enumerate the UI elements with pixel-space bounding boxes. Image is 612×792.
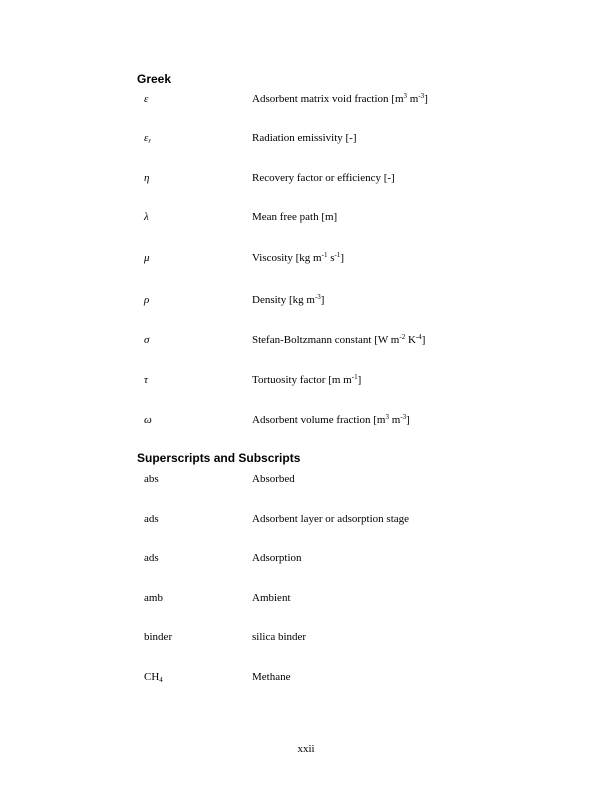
description: Absorbed — [252, 473, 295, 485]
symbol: binder — [144, 631, 173, 643]
symbol: ads — [144, 552, 159, 564]
nomenclature-row — [0, 471, 612, 487]
description: Methane — [252, 671, 291, 683]
nomenclature-row — [0, 332, 612, 348]
symbol: $\varepsilon_r$ — [144, 132, 152, 145]
description: Viscosity [kg $m^{-1}$ $s^{-1}$] — [252, 251, 345, 264]
nomenclature-row — [0, 372, 612, 388]
description: Adsorption — [252, 552, 302, 564]
nomenclature-row — [0, 292, 612, 308]
page-number: xxii — [297, 743, 315, 755]
symbol: σ — [144, 334, 150, 346]
description: Stefan-Boltzmann constant [W $m^{-2}$ $K^{-4}$] — [252, 333, 426, 346]
nomenclature-row — [0, 412, 612, 428]
symbol: ads — [144, 513, 159, 525]
description: Tortuosity factor [m $m^{-1}$] — [252, 373, 362, 386]
nomenclature-row — [0, 590, 612, 606]
greek-heading: Greek — [137, 72, 172, 86]
scripts-heading: Superscripts and Subscripts — [137, 451, 301, 465]
symbol: abs — [144, 473, 159, 485]
nomenclature-row — [0, 130, 612, 146]
nomenclature-row — [0, 550, 612, 566]
symbol: τ — [144, 374, 148, 386]
nomenclature-row — [0, 170, 612, 186]
nomenclature-row — [0, 91, 612, 107]
nomenclature-row — [0, 250, 612, 266]
description: Recovery factor or efficiency [-] — [252, 172, 395, 184]
symbol: μ — [144, 252, 150, 264]
description: Density [kg $m^{-3}$] — [252, 293, 325, 306]
symbol: ε — [144, 93, 149, 105]
description: Radiation emissivity [-] — [252, 132, 357, 144]
symbol: ω — [144, 414, 152, 426]
description: Mean free path [m] — [252, 211, 338, 223]
symbol: η — [144, 172, 150, 184]
symbol: $CH_4$ — [144, 671, 163, 684]
symbol: ρ — [144, 294, 150, 306]
nomenclature-row — [0, 511, 612, 527]
symbol: λ — [144, 211, 149, 223]
symbol: amb — [144, 592, 163, 604]
description: silica binder — [252, 631, 307, 643]
nomenclature-row — [0, 669, 612, 685]
description: Adsorbent matrix void fraction [$m^3$ $m^{-3}$] — [252, 92, 428, 105]
description: Ambient — [252, 592, 291, 604]
nomenclature-row — [0, 629, 612, 645]
description: Adsorbent volume fraction [$m^3$ $m^{-3}$] — [252, 413, 410, 426]
description: Adsorbent layer or adsorption stage — [252, 513, 410, 525]
nomenclature-row — [0, 209, 612, 225]
